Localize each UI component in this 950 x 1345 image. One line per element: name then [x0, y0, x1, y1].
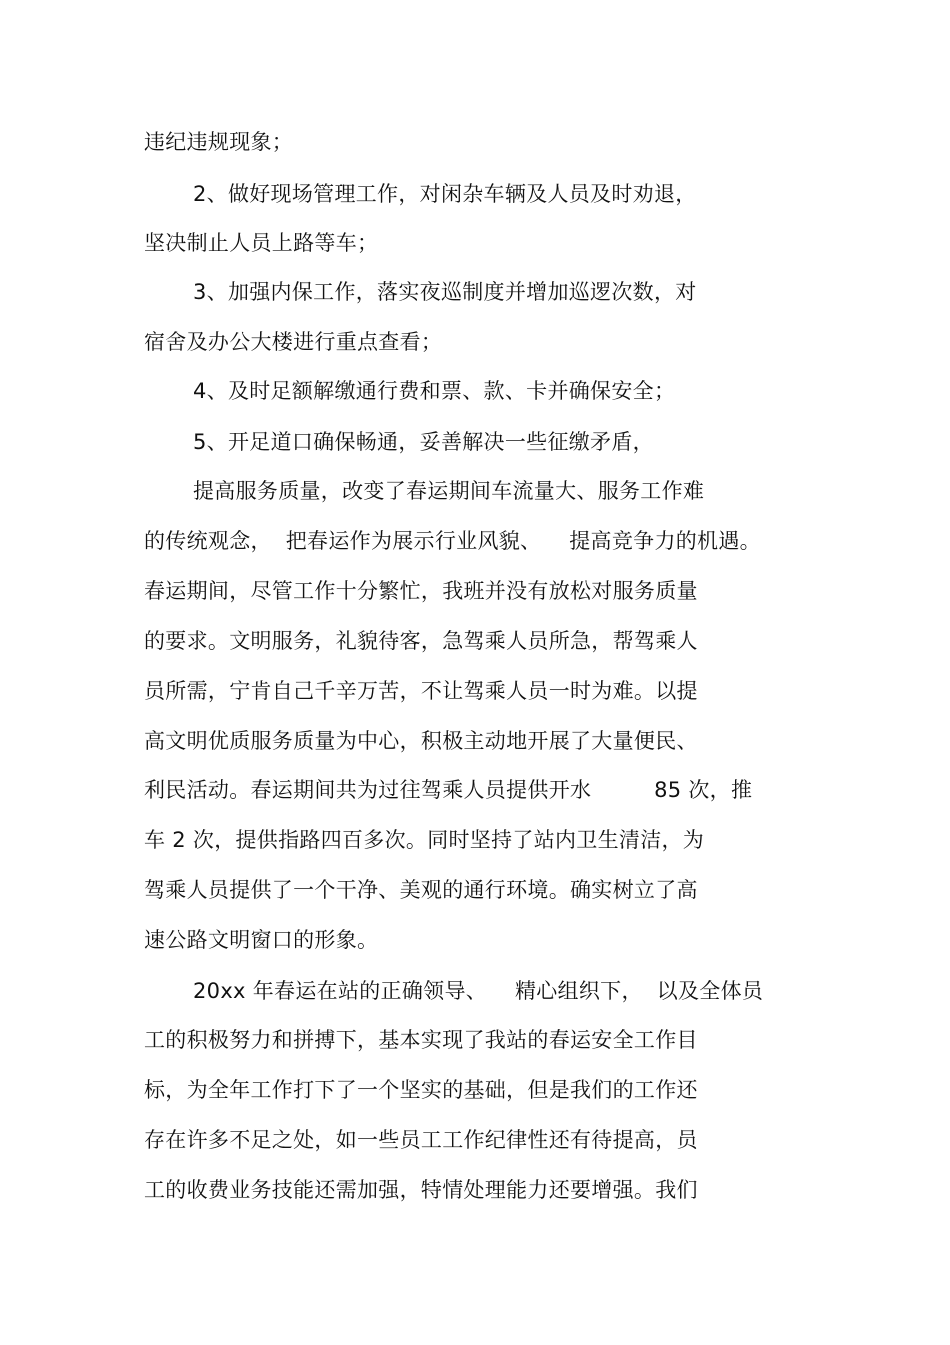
list-item-4: 4、及时足额解缴通行费和票、款、卡并确保安全；: [193, 379, 676, 403]
paragraph-start: 提高服务质量，改变了春运期间车流量大、服务工作难: [193, 479, 705, 503]
text-line: 标，为全年工作打下了一个坚实的基础，但是我们的工作还: [144, 1078, 698, 1102]
text-line: 员所需，宁肯自己千辛万苦，不让驾乘人员一时为难。以提: [144, 679, 698, 703]
text-line: 宿舍及办公大楼进行重点查看；: [144, 330, 443, 354]
text-line: 车 2 次，提供指路四百多次。同时坚持了站内卫生清洁，为: [144, 828, 705, 852]
text-line: 工的收费业务技能还需加强，特情处理能力还要增强。我们: [144, 1178, 698, 1202]
text-line: 的要求。文明服务，礼貌待客，急驾乘人员所急，帮驾乘人: [144, 629, 698, 653]
paragraph-start: 20xx 年春运在站的正确领导、 精心组织下， 以及全体员: [193, 979, 764, 1003]
list-item-2: 2、做好现场管理工作，对闲杂车辆及人员及时劝退，: [193, 182, 697, 206]
text-line: 违纪违规现象；: [144, 130, 294, 154]
list-item-3: 3、加强内保工作，落实夜巡制度并增加巡逻次数，对: [193, 280, 697, 304]
text-line: 的传统观念， 把春运作为展示行业风貌、 提高竞争力的机遇。: [144, 529, 761, 553]
text-line: 速公路文明窗口的形象。: [144, 928, 379, 952]
text-line: 高文明优质服务质量为中心，积极主动地开展了大量便民、: [144, 729, 698, 753]
text-line: 春运期间，尽管工作十分繁忙，我班并没有放松对服务质量: [144, 579, 698, 603]
text-line: 坚决制止人员上路等车；: [144, 231, 379, 255]
text-line: 工的积极努力和拼搏下，基本实现了我站的春运安全工作目: [144, 1028, 698, 1052]
list-item-5: 5、开足道口确保畅通，妥善解决一些征缴矛盾，: [193, 430, 654, 454]
text-line: 利民活动。春运期间共为过往驾乘人员提供开水 85 次，推: [144, 778, 753, 802]
text-line: 驾乘人员提供了一个干净、美观的通行环境。确实树立了高: [144, 878, 698, 902]
text-line: 存在许多不足之处，如一些员工工作纪律性还有待提高，员: [144, 1128, 698, 1152]
